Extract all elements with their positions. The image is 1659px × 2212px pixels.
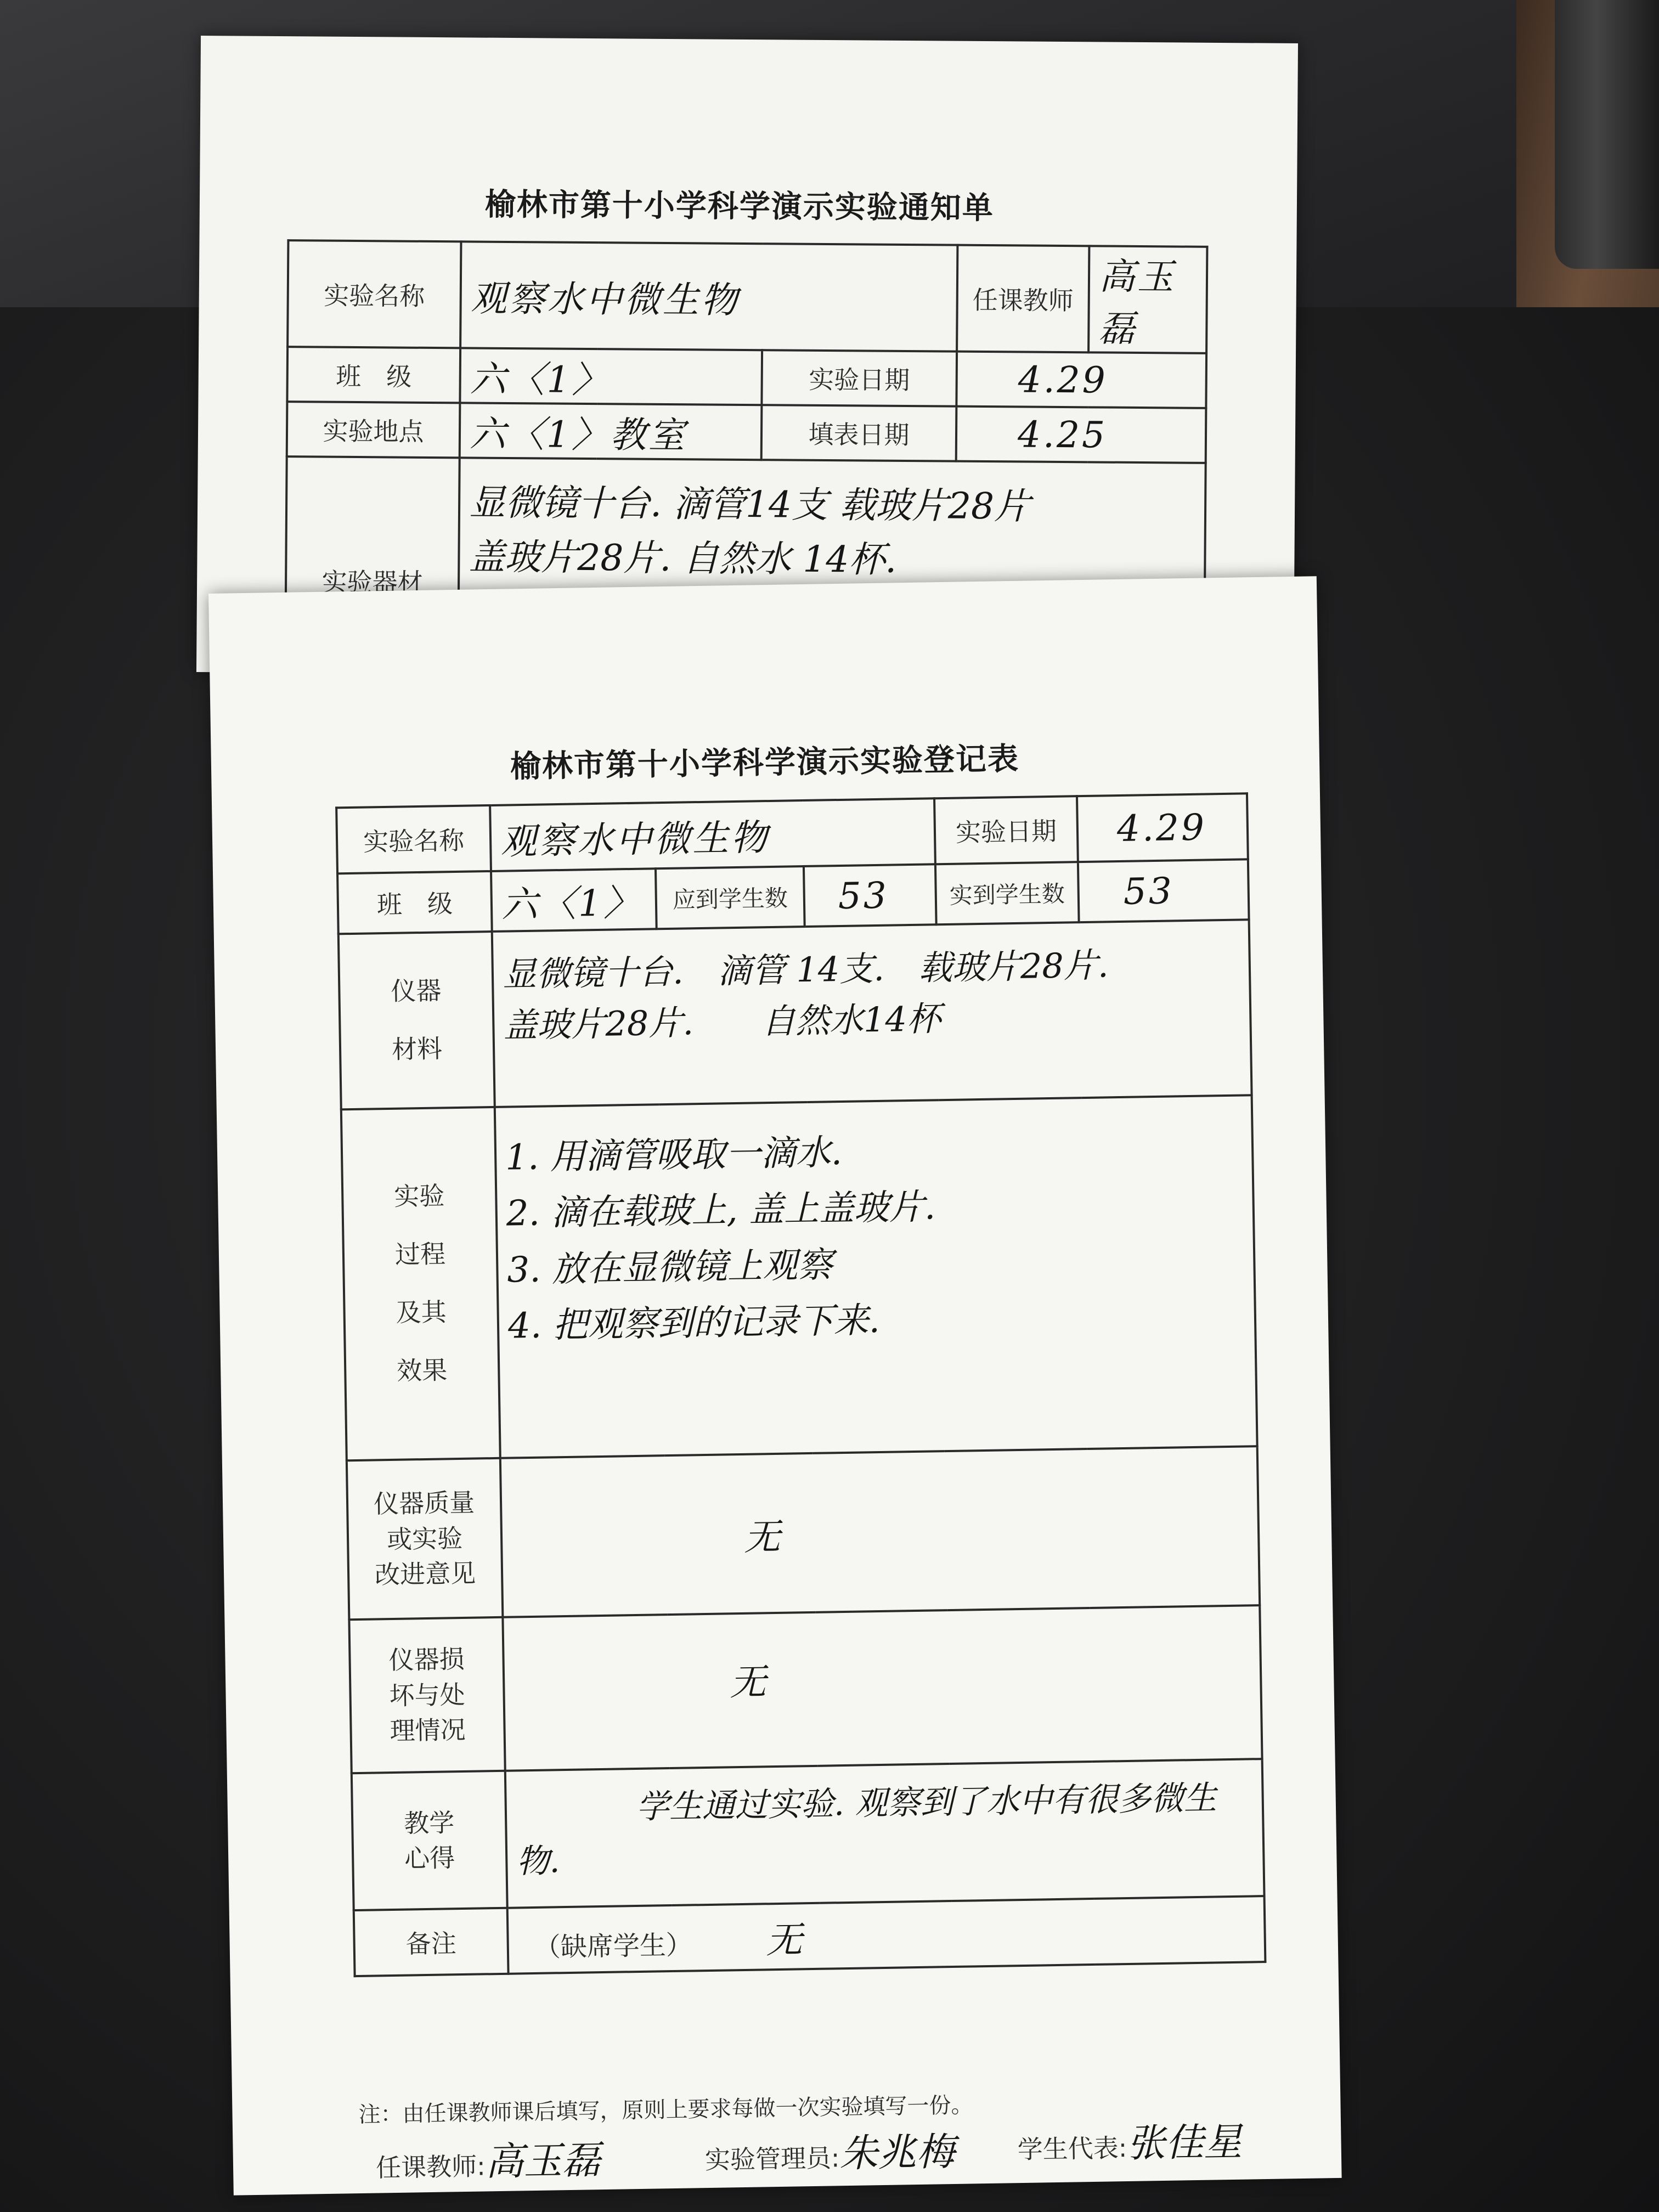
record-expected-value: 53 [804,864,936,927]
record-reflection-cell [505,1759,1265,1908]
record-process-label [341,1107,500,1460]
record-equipment-label-l1: 仪器 [391,975,442,1007]
record-equipment-label-l2: 材料 [391,1034,443,1064]
teacher-signature [375,2129,601,2188]
record-process-label-l3: 及其 [396,1297,447,1328]
record-name-label: 实验名称 [336,805,491,873]
record-damage-value: 无 [503,1605,1262,1771]
record-equipment-line1: 显微镜十台. 滴管 14支. 载玻片28片. [502,945,1109,995]
record-date-value: 4.29 [1077,793,1248,862]
record-actual-label: 实到学生数 [935,862,1079,924]
record-process-cell [495,1095,1257,1458]
notice-place-value: 六〈1〉教室 [460,403,762,460]
manager-signature-label: 实验管理员: [704,2143,840,2175]
record-damage-label [349,1617,505,1773]
notice-date-label: 实验日期 [761,350,957,406]
teacher-signature-name: 高玉磊 [484,2137,601,2185]
record-remark-value: 无 [765,1918,803,1961]
record-reflection-line1: 学生通过实验. 观察到了水中有很多微生 [636,1779,1217,1827]
notice-equipment-line2: 盖玻片28片. 自然水 14杯. [469,535,897,581]
notice-fill-date-value: 4.25 [956,407,1206,463]
record-sheet [208,576,1342,2195]
record-equipment-line2: 盖玻片28片. 自然水14杯 [503,998,941,1046]
record-remark-prefix: （缺席学生） [534,1929,693,1963]
desk-object [1555,0,1659,269]
record-quality-label-l1: 仪器质量 [373,1487,475,1519]
notice-fill-date-label: 填表日期 [761,405,957,461]
student-signature-name: 张佳星 [1126,2119,1243,2166]
record-remark-cell [507,1896,1266,1974]
record-reflection-line2: 物. [516,1842,560,1881]
student-signature-label: 学生代表: [1017,2133,1127,2165]
record-footnote: 注：由任课教师课后填写，原则上要求每做一次实验填写一份。 [358,2092,973,2128]
student-signature [1017,2111,1243,2170]
record-experiment-name: 观察水中微生物 [490,798,935,871]
record-reflection-label [352,1771,507,1910]
notice-equipment-label: 实验器材 [285,456,459,644]
record-equipment-cell [492,919,1252,1107]
record-damage-label-l2: 坏与处 [389,1679,466,1711]
record-step: 4. 把观察到的记录下来. [507,1300,881,1347]
record-quality-value: 无 [500,1446,1260,1617]
manager-signature-name: 朱兆梅 [839,2129,955,2176]
record-step: 1. 用滴管吸取一滴水. [505,1132,843,1178]
teacher-signature-label: 任课教师: [375,2151,486,2183]
record-step: 3. 放在显微镜上观察 [506,1245,833,1291]
notice-place-label: 实验地点 [287,402,460,458]
record-damage-label-l1: 仪器损 [388,1644,465,1675]
notice-experiment-name: 观察水中微生物 [460,241,957,351]
record-damage-label-l3: 理情况 [390,1715,466,1746]
record-process-label-l4: 效果 [396,1355,448,1386]
record-table [335,792,1266,1977]
record-quality-label [347,1458,503,1620]
record-quality-label-l2: 或实验 [386,1523,463,1554]
record-process-label-l2: 过程 [394,1239,446,1270]
manager-signature [704,2121,955,2180]
record-title: 榆林市第十小学科学演示实验登记表 [510,740,1020,785]
notice-teacher-name: 高玉磊 [1088,246,1207,353]
notice-teacher-label: 任课教师 [957,245,1089,353]
record-reflection-label-l2: 心得 [404,1843,455,1874]
record-equipment-label [338,932,495,1109]
record-class-value: 六〈1〉 [491,868,657,932]
notice-equipment-line1: 显微镜十台. 滴管14支 载玻片28片 [469,481,1031,528]
record-reflection-label-l1: 教学 [403,1807,455,1838]
notice-name-label: 实验名称 [287,240,461,348]
record-expected-label: 应到学生数 [656,866,805,929]
notice-class-value: 六〈1〉 [460,348,762,405]
record-class-label: 班 级 [337,871,492,934]
record-remark-label: 备注 [354,1908,509,1976]
record-date-label: 实验日期 [934,796,1078,864]
record-quality-label-l3: 改进意见 [374,1558,476,1590]
notice-title: 榆林市第十小学科学演示实验通知单 [484,186,995,227]
record-step: 2. 滴在载玻上, 盖上盖玻片. [506,1187,936,1234]
record-actual-value: 53 [1078,859,1249,922]
notice-date-value: 4.29 [956,352,1206,408]
notice-class-label: 班 级 [287,347,460,403]
record-process-label-l1: 实验 [393,1181,445,1212]
